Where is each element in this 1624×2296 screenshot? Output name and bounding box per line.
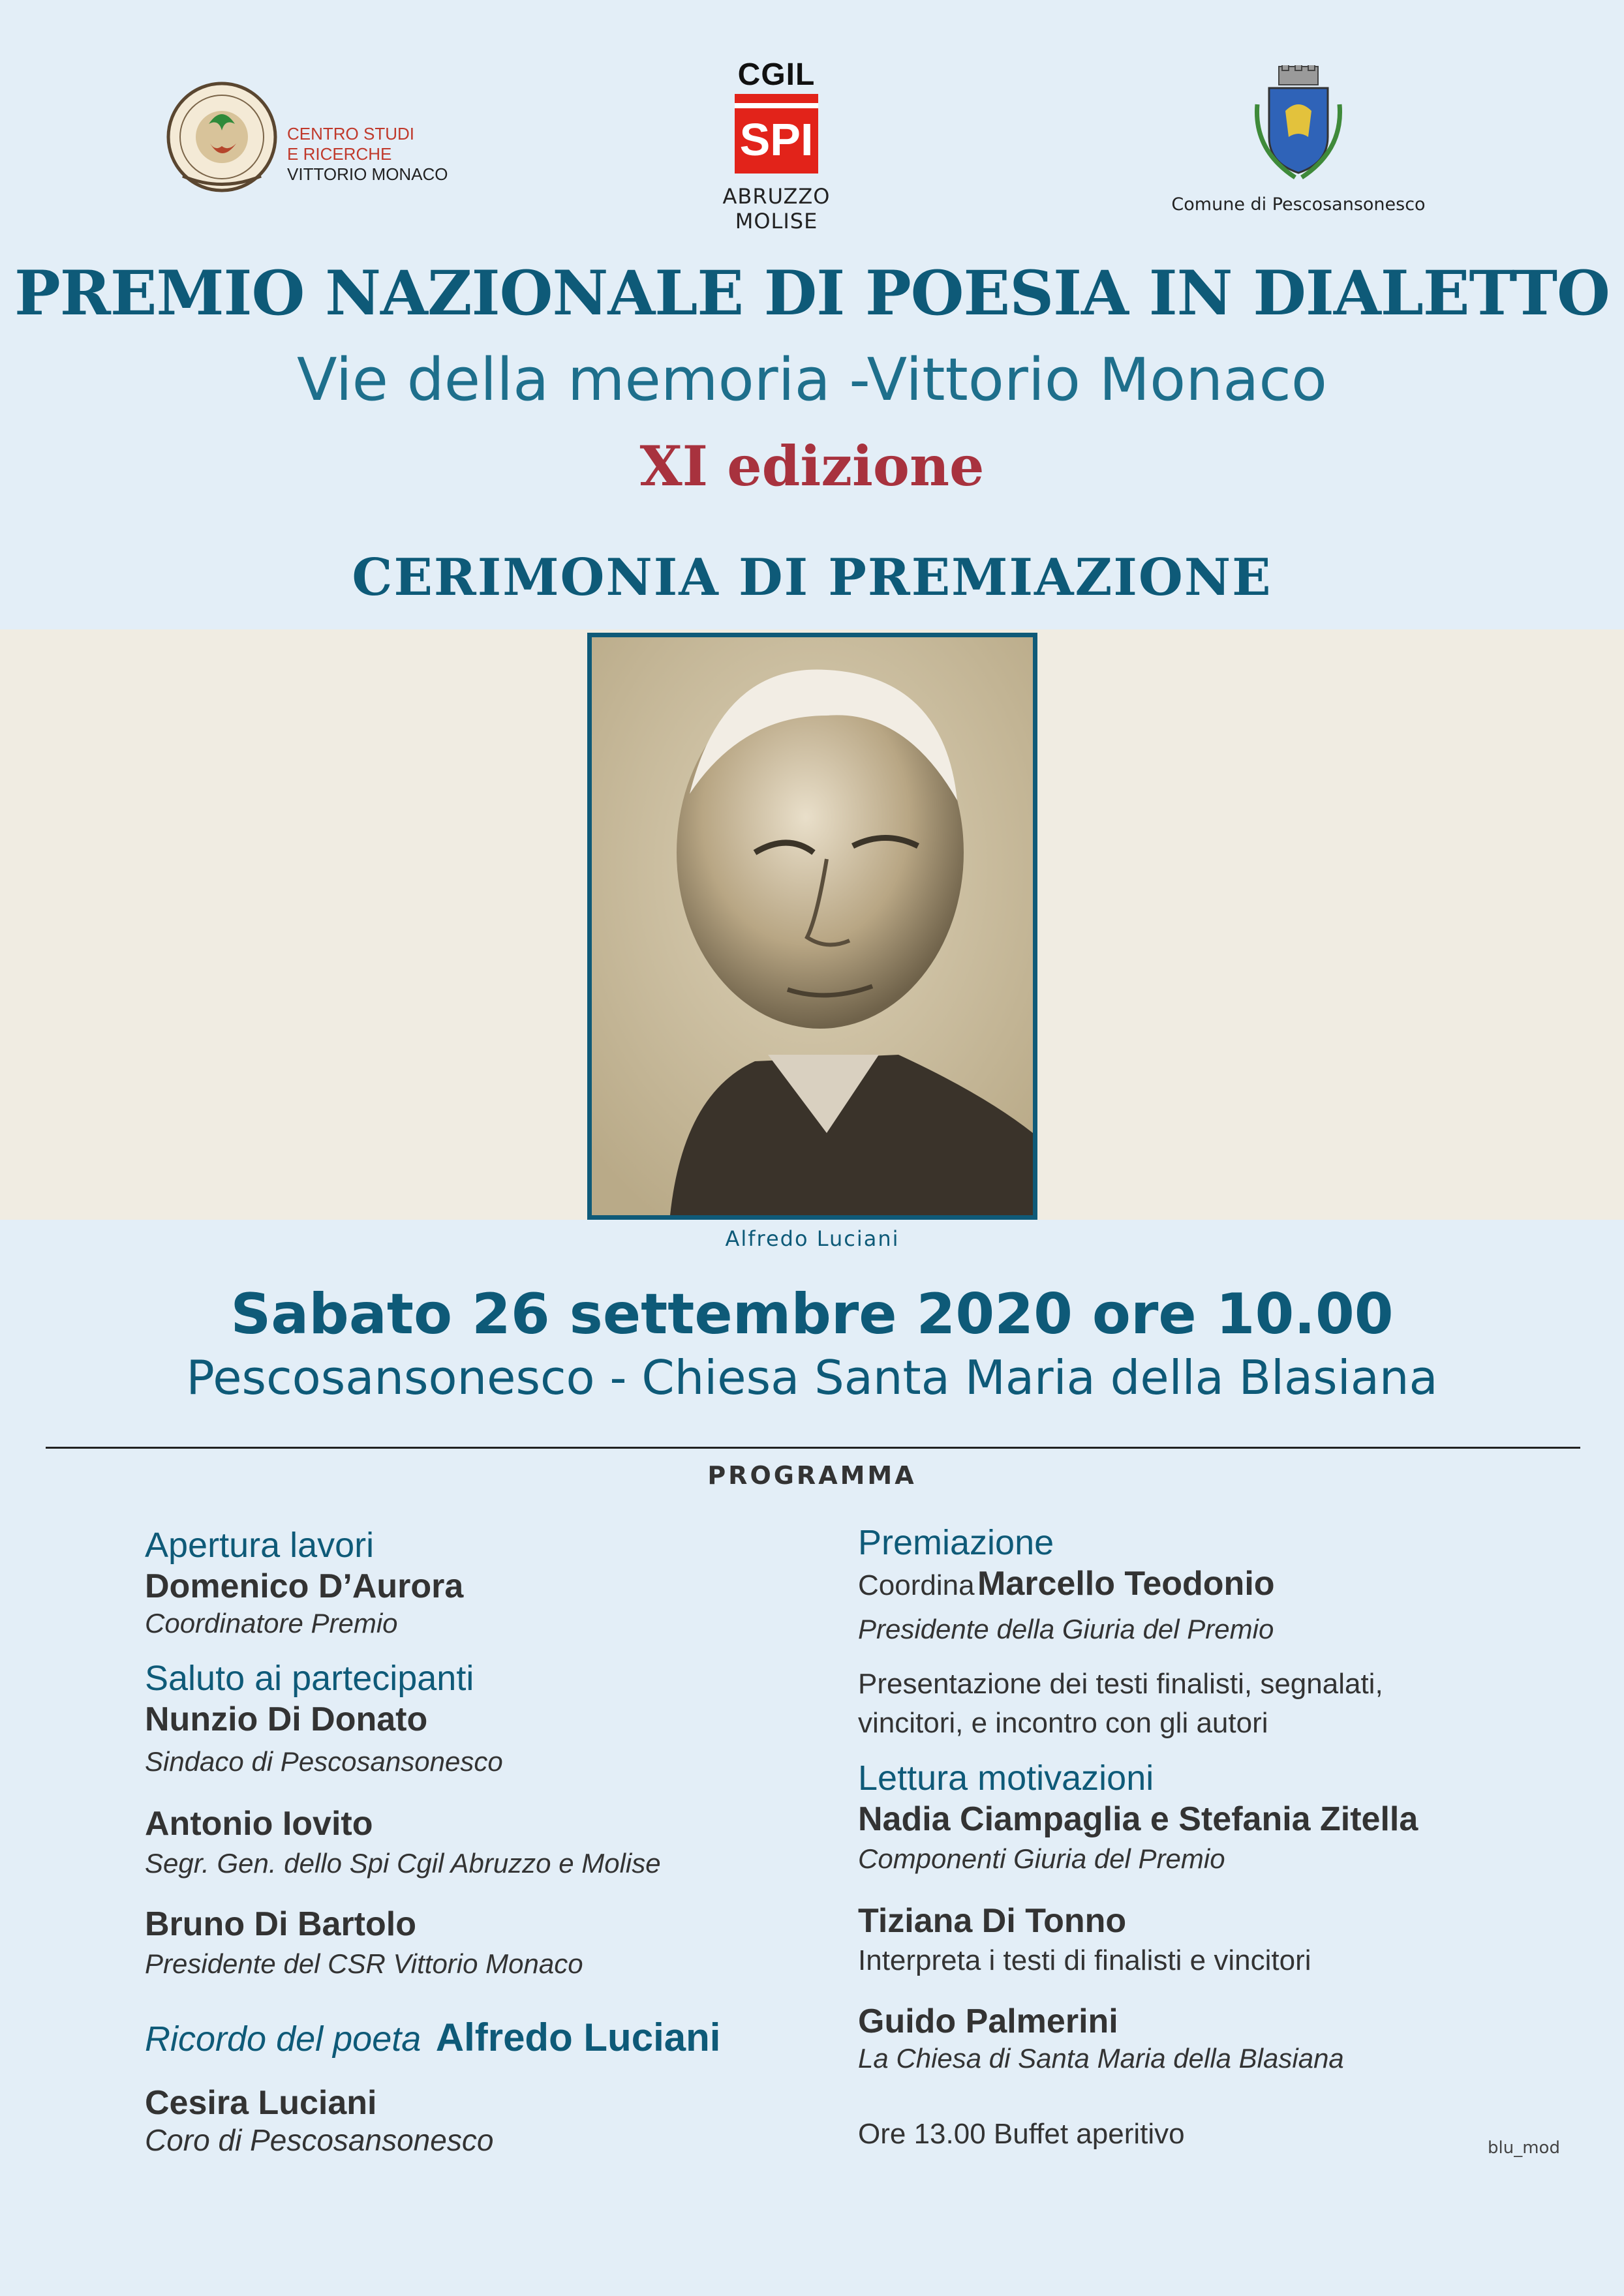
greet2-name: Antonio Iovito bbox=[145, 1805, 373, 1843]
memory-heading: Ricordo del poeta bbox=[145, 2019, 421, 2059]
comune-label: Comune di Pescosansonesco bbox=[1171, 194, 1426, 215]
greet-heading: Saluto ai partecipanti bbox=[145, 1659, 474, 1698]
reading-name: Nadia Ciampaglia e Stefania Zitella bbox=[858, 1800, 1418, 1838]
memory-line bbox=[145, 2015, 830, 2071]
award-name: Marcello Teodonio bbox=[977, 1565, 1275, 1603]
presentation-line-1: Presentazione dei testi finalisti, segnalati, bbox=[858, 1668, 1383, 1700]
title-subtitle: Vie della memoria -Vittorio Monaco bbox=[297, 346, 1327, 414]
guido-role: La Chiesa di Santa Maria della Blasiana bbox=[858, 2043, 1344, 2074]
spi-cgil-logo bbox=[679, 57, 874, 234]
divider bbox=[46, 1447, 1580, 1449]
csr-line-1: CENTRO STUDI bbox=[287, 124, 414, 144]
comune-logo bbox=[1155, 65, 1442, 228]
greet2-role: Segr. Gen. dello Spi Cgil Abruzzo e Molise bbox=[145, 1848, 661, 1879]
spi-text: SPI bbox=[739, 114, 814, 165]
greet1-role: Sindaco di Pescosansonesco bbox=[145, 1746, 503, 1777]
event-date: Sabato 26 settembre 2020 ore 10.00 bbox=[230, 1282, 1394, 1347]
spi-box bbox=[735, 94, 818, 174]
program-right-column bbox=[858, 1522, 1576, 2154]
csr-logo bbox=[163, 78, 502, 202]
presentation-line-2: vincitori, e incontro con gli autori bbox=[858, 1707, 1268, 1739]
portrait-image bbox=[592, 637, 1033, 1215]
award-heading: Premiazione bbox=[858, 1523, 1054, 1562]
csr-line-2: E RICERCHE bbox=[287, 144, 392, 164]
greet3-name: Bruno Di Bartolo bbox=[145, 1905, 416, 1943]
title-main: PREMIO NAZIONALE DI POESIA IN DIALETTO bbox=[14, 258, 1610, 329]
opening-role: Coordinatore Premio bbox=[145, 1608, 398, 1639]
title-edition: XI edizione bbox=[639, 434, 985, 498]
reading-heading: Lettura motivazioni bbox=[858, 1759, 1154, 1798]
award-coord: Coordina bbox=[858, 1569, 975, 1601]
photo-caption: Alfredo Luciani bbox=[725, 1226, 900, 1251]
award-role: Presidente della Giuria del Premio bbox=[858, 1614, 1274, 1644]
buffet-line: Ore 13.00 Buffet aperitivo bbox=[858, 2118, 1185, 2150]
award-line bbox=[858, 1563, 1576, 1612]
perf-role: Interpreta i testi di finalisti e vincitori bbox=[858, 1944, 1311, 1976]
opening-heading: Apertura lavori bbox=[145, 1526, 375, 1565]
footer-code: blu_mod bbox=[1488, 2138, 1560, 2158]
guido-name: Guido Palmerini bbox=[858, 2002, 1118, 2040]
reading-role: Componenti Giuria del Premio bbox=[858, 1843, 1225, 1874]
memory-name: Cesira Luciani bbox=[145, 2084, 377, 2122]
cgil-text: CGIL bbox=[737, 57, 816, 92]
portrait-photo bbox=[587, 633, 1037, 1220]
opening-name: Domenico D’Aurora bbox=[145, 1567, 464, 1605]
greet3-role: Presidente del CSR Vittorio Monaco bbox=[145, 1948, 583, 1979]
perf-name: Tiziana Di Tonno bbox=[858, 1902, 1127, 1940]
program-heading: PROGRAMMA bbox=[707, 1461, 917, 1490]
csr-line-3: VITTORIO MONACO bbox=[287, 164, 448, 184]
greet1-name: Nunzio Di Donato bbox=[145, 1700, 428, 1738]
memory-role: Coro di Pescosansonesco bbox=[145, 2123, 494, 2157]
title-ceremony: CERIMONIA DI PREMIAZIONE bbox=[352, 548, 1272, 607]
region-label: ABRUZZO MOLISE bbox=[722, 184, 831, 234]
program-left-column bbox=[145, 1524, 830, 2157]
csr-emblem-icon bbox=[163, 78, 281, 196]
coat-of-arms-icon bbox=[1249, 65, 1347, 183]
memory-poet: Alfredo Luciani bbox=[435, 2016, 721, 2059]
event-place: Pescosansonesco - Chiesa Santa Maria della Blasiana bbox=[186, 1350, 1438, 1405]
